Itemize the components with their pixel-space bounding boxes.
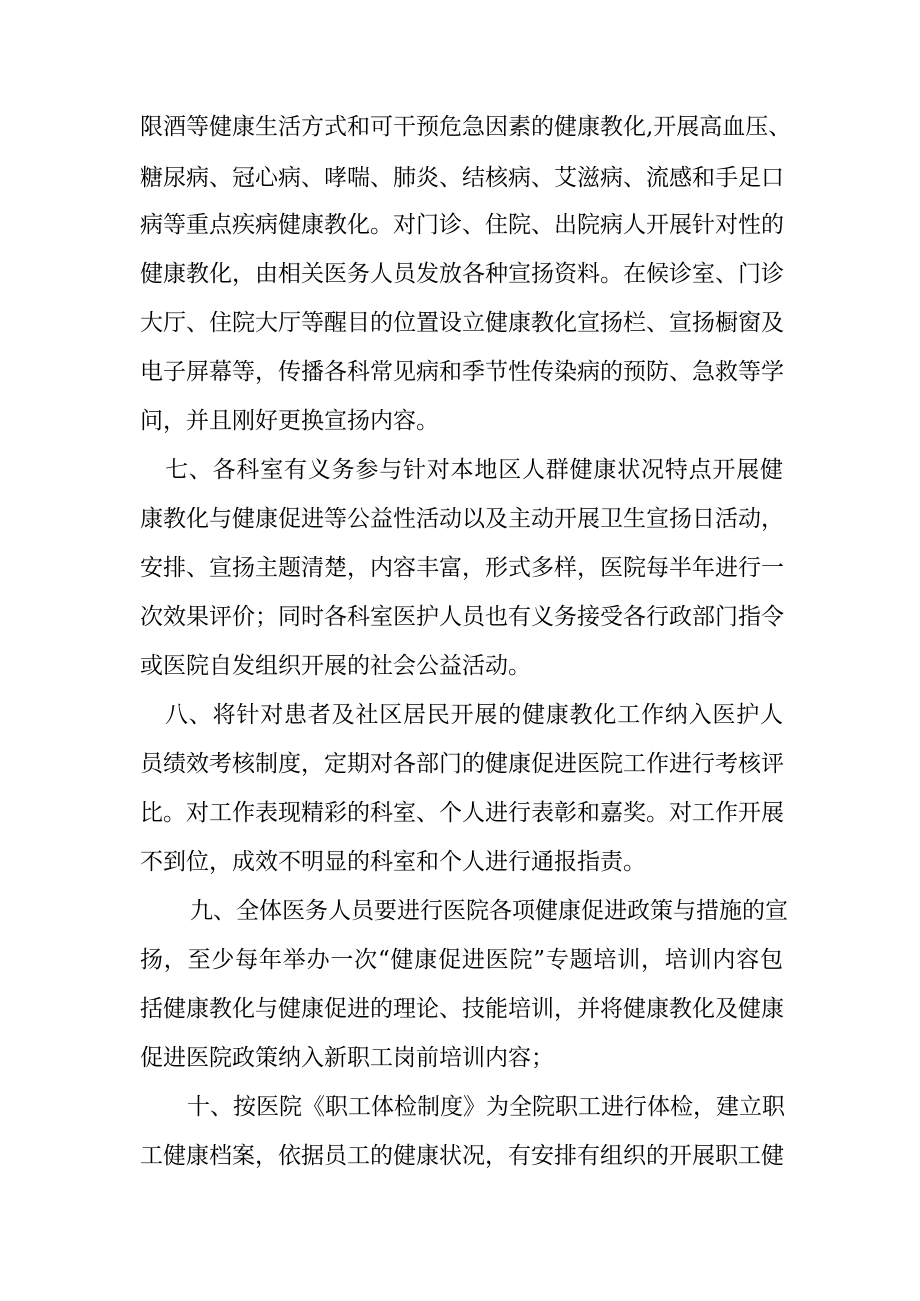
text-line: 七、各科室有义务参与针对本地区人群健康状况特点开展健 [165,457,783,483]
text-line: 比。对工作表现精彩的科室、个人进行表彰和嘉奖。对工作开展 [140,800,784,826]
text-line: 健康教化，由相关医务人员发放各种宣扬资料。在候诊室、门诊 [140,261,784,287]
text-line: 病等重点疾病健康教化。对门诊、住院、出院病人开展针对性的 [140,212,784,238]
text-line: 九、全体医务人员要进行医院各项健康促进政策与措施的宣 [190,898,788,924]
text-line: 电子屏幕等，传播各科常见病和季节性传染病的预防、急救等学 [140,359,784,385]
text-line: 工健康档案，依据员工的健康状况，有安排有组织的开展职工健 [140,1143,784,1169]
text-line: 次效果评价；同时各科室医护人员也有义务接受各行政部门指令 [140,604,784,630]
text-line: 康教化与健康促进等公益性活动以及主动开展卫生宣扬日活动， [140,506,784,532]
text-line: 限酒等健康生活方式和可干预危急因素的健康教化,开展高血压、 [140,114,792,140]
text-line: 安排、宣扬主题清楚，内容丰富，形式多样，医院每半年进行一 [140,555,784,581]
text-line: 糖尿病、冠心病、哮喘、肺炎、结核病、艾滋病、流感和手足口 [140,165,784,191]
text-line: 十、按医院《职工体检制度》为全院职工进行体检，建立职 [187,1094,785,1120]
text-line: 大厅、住院大厅等醒目的位置设立健康教化宣扬栏、宣扬橱窗及 [140,310,784,336]
text-line: 扬，至少每年举办一次“健康促进医院”专题培训，培训内容包 [140,947,783,973]
text-line: 或医院自发组织开展的社会公益活动。 [140,653,531,679]
text-line: 促进医院政策纳入新职工岗前培训内容； [140,1045,554,1071]
text-line: 问，并且刚好更换宣扬内容。 [140,408,439,434]
text-line: 括健康教化与健康促进的理论、技能培训，并将健康教化及健康 [140,996,784,1022]
text-line: 不到位，成效不明显的科室和个人进行通报指责。 [140,849,646,875]
text-line: 八、将针对患者及社区居民开展的健康教化工作纳入医护人 [165,702,783,728]
text-line: 员绩效考核制度，定期对各部门的健康促进医院工作进行考核评 [140,751,784,777]
